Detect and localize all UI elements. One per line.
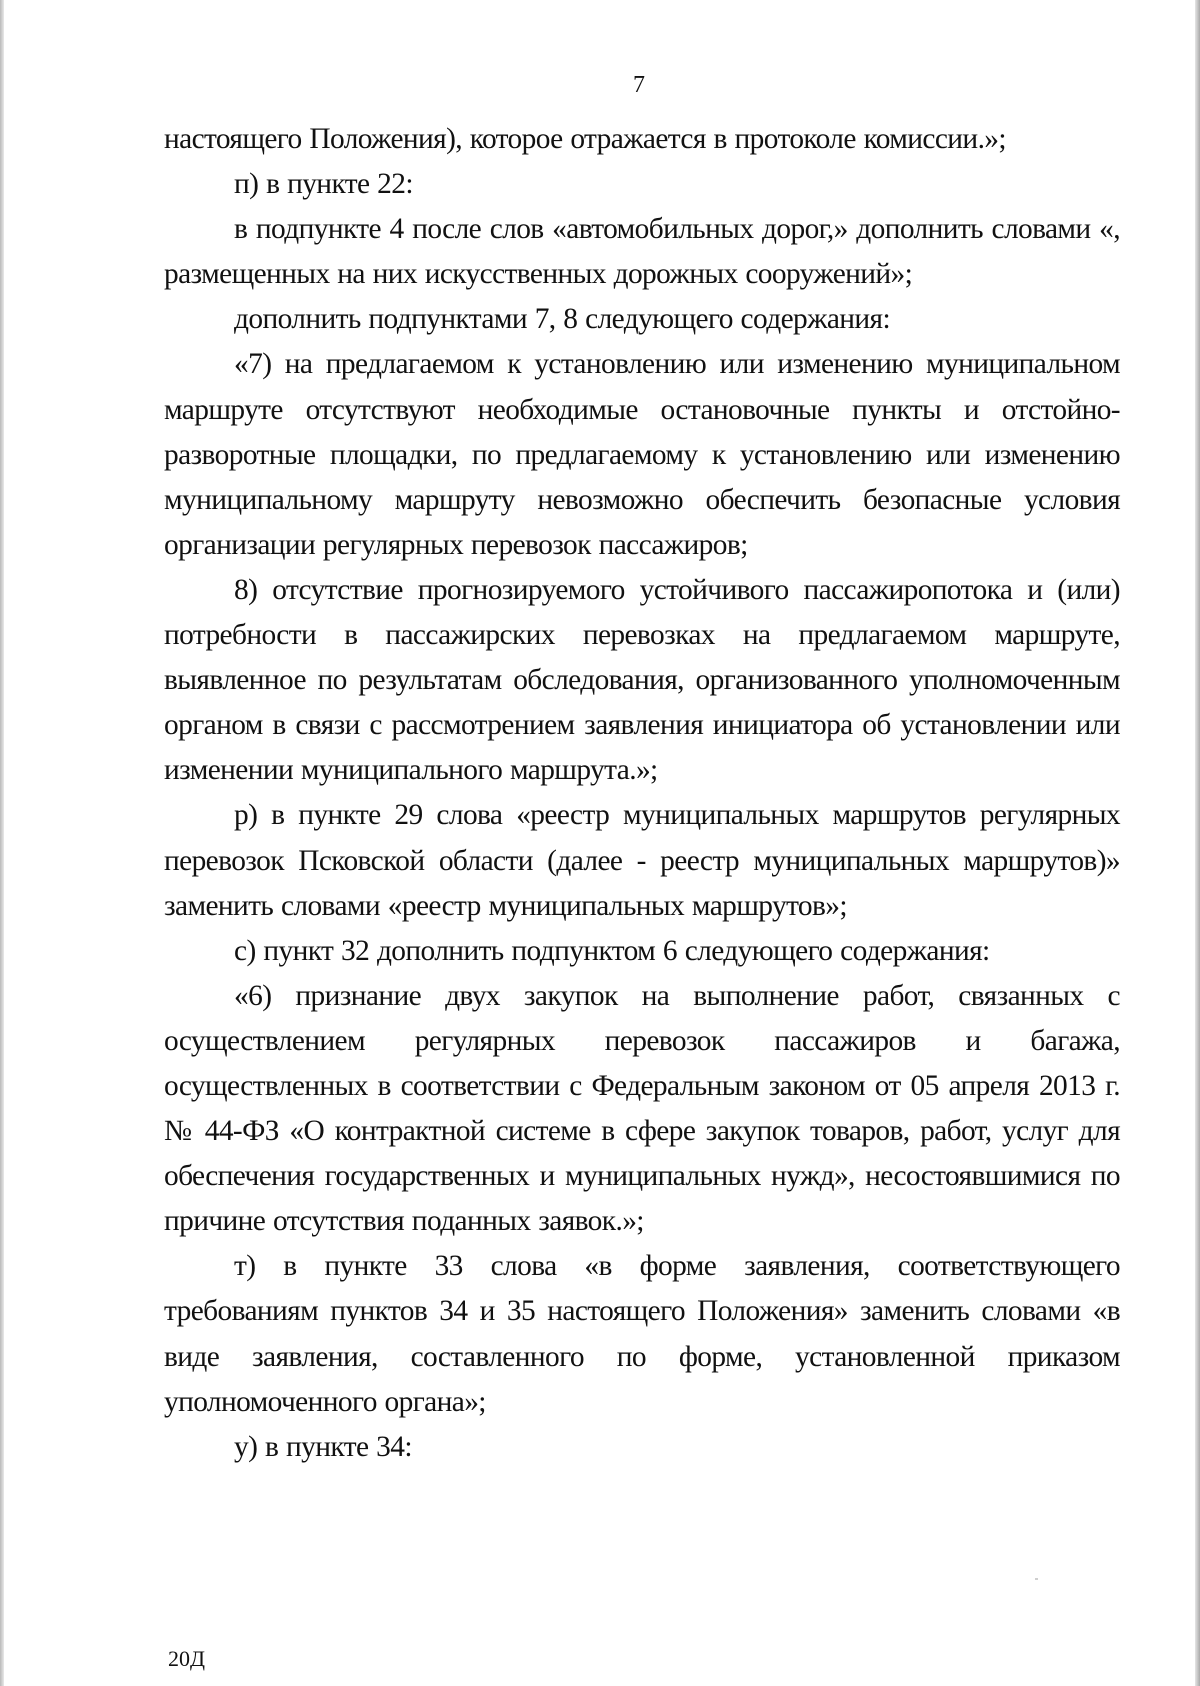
paragraph: настоящего Положения), которое отражается в протоколе комиссии.»; bbox=[164, 123, 1006, 155]
paragraph: «7) на предлагаемом к установлению или изменению муниципальном маршруте отсутствуют необходимые остановочные пункты и отстойно-разворотные площадки, по предлагаемому к установлению или изменению муниципальному маршруту невозможно обеспечить безопасные условия организации регулярных перевозок пассажиров; bbox=[164, 348, 1120, 561]
scan-speck bbox=[1035, 1578, 1038, 1580]
footer-code: 20Д bbox=[168, 1646, 206, 1671]
paragraph: в подпункте 4 после слов «автомобильных дорог,» дополнить словами «, размещенных на них искусственных дорожных сооружений»; bbox=[164, 213, 1120, 291]
paragraph: р) в пункте 29 слова «реестр муниципальных маршрутов регулярных перевозок Псковской области (далее - реестр муниципальных маршрутов)» заменить словами «реестр муниципальных маршрутов»; bbox=[164, 799, 1120, 922]
paragraph: 8) отсутствие прогнозируемого устойчивого пассажиропотока и (или) потребности в пассажирских перевозках на предлагаемом маршруте, выявленное по результатам обследования, организованного уполномоченным органом в связи с рассмотрением заявления инициатора об установлении или изменении муниципального маршрута.»; bbox=[164, 573, 1120, 787]
paragraph: п) в пункте 22: bbox=[234, 168, 413, 201]
paragraph: «6) признание двух закупок на выполнение работ, связанных с осуществлением регулярных перевозок пассажиров и багажа, осуществленных в соответствии с Федеральным законом от 05 апреля 2013 г. № 44-ФЗ «О контрактной системе в сфере закупок товаров, работ, услуг для обеспечения государственных и муниципальных нужд», несостоявшимися по причине отсутствия поданных заявок.»; bbox=[164, 979, 1120, 1238]
page-number: 7 bbox=[633, 72, 645, 98]
paragraph: с) пункт 32 дополнить подпунктом 6 следующего содержания: bbox=[234, 934, 990, 967]
paragraph: дополнить подпунктами 7, 8 следующего содержания: bbox=[234, 303, 891, 336]
scan-edge-right bbox=[1195, 0, 1200, 1686]
paragraph: у) в пункте 34: bbox=[234, 1430, 412, 1463]
scan-edge-left bbox=[0, 0, 4, 1686]
paragraph: т) в пункте 33 слова «в форме заявления, соответствующего требованиям пунктов 34 и 35 настоящего Положения» заменить словами «в виде заявления, составленного по форме, установленной приказом уполномоченного органа»; bbox=[164, 1250, 1120, 1418]
document-body bbox=[164, 117, 1120, 1470]
